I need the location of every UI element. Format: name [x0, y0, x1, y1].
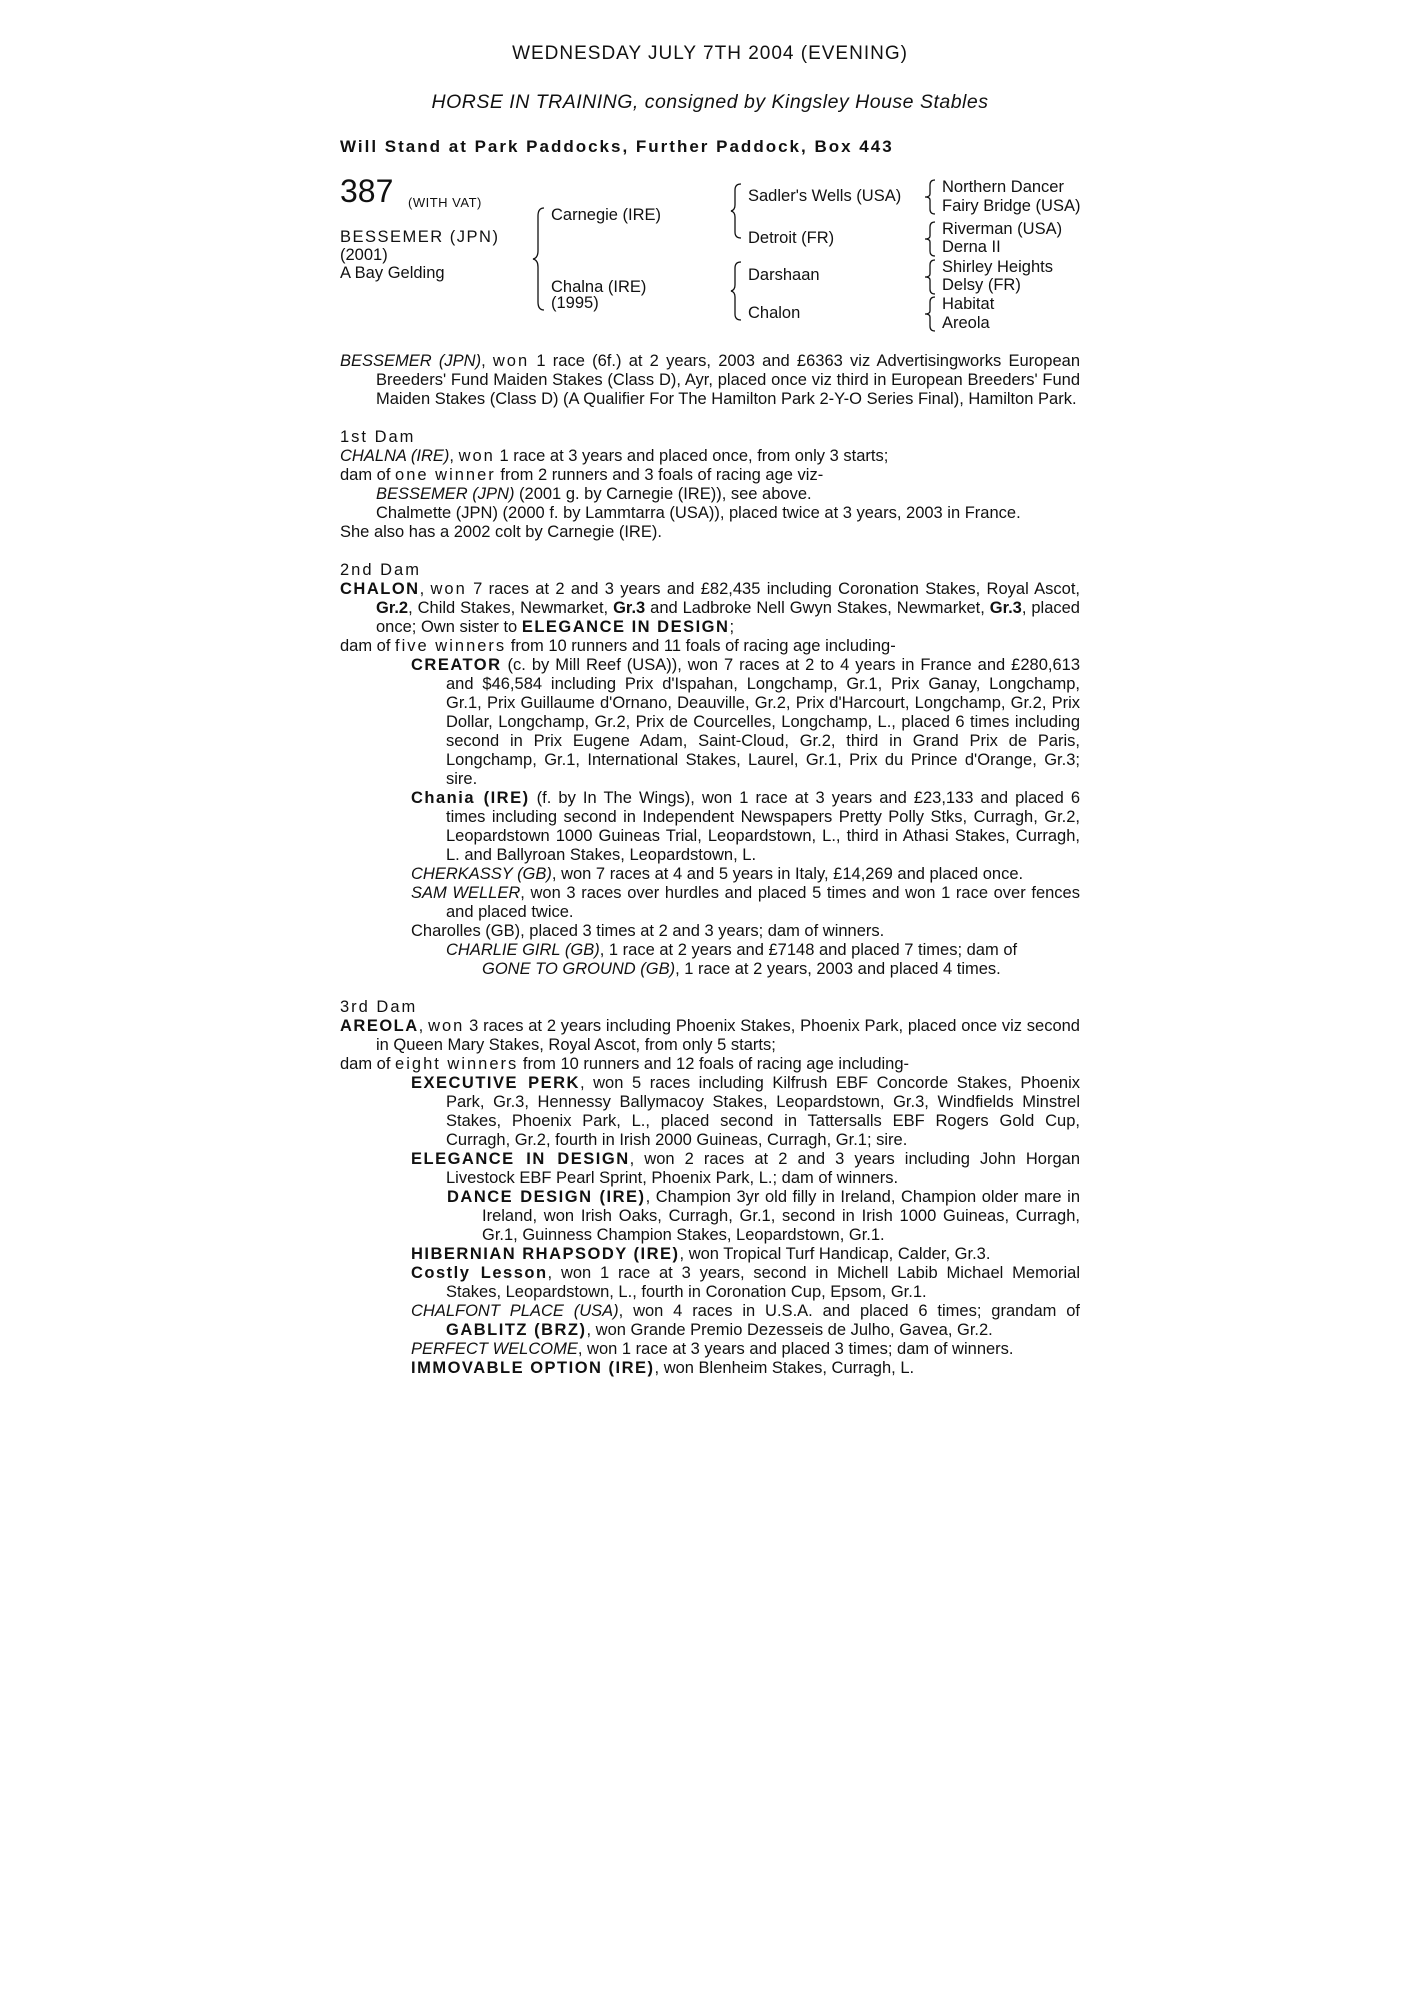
sale-date: WEDNESDAY JULY 7TH 2004 (EVENING): [512, 43, 908, 64]
dam-name: Chalna (IRE): [551, 278, 647, 296]
brace-icon: [532, 206, 548, 312]
produce-entry: EXECUTIVE PERK, won 5 races including Kilfrush EBF Concorde Stakes, Phoenix Park, Gr.3, Hennessy Ballymacoy Stakes, Leopardstown, Gr.3, Windfields Minstrel Stakes, Phoenix Park, L., placed second in Tattersalls EBF Rogers Gold Cup, Curragh, Gr.2, fourth in Irish 2000 Guineas, Curragh, Gr.1; sire.: [411, 1074, 1080, 1149]
horse-description: A Bay Gelding: [340, 264, 445, 282]
race-record-intro: BESSEMER (JPN), won 1 race (6f.) at 2 years, 2003 and £6363 viz Advertisingworks European Breeders' Fund Maiden Stakes (Class D), Ayr, placed once viz third in European Breeders' Fund Maiden Stakes (Class D) (A Qualifier For The Hamilton Park 2-Y-O Series Final), Hamilton Park.: [340, 352, 1080, 408]
dam-dam: Chalon: [748, 304, 801, 322]
brace-icon: [924, 220, 938, 258]
dam-year: (1995): [551, 294, 599, 312]
lot-number: 387: [340, 173, 394, 209]
produce-entry: Charolles (GB), placed 3 times at 2 and 3 years; dam of winners.: [411, 922, 885, 940]
horse-year: (2001): [340, 246, 388, 264]
brace-icon: [730, 260, 744, 322]
first-dam-produce-summary: dam of one winner from 2 runners and 3 foals of racing age viz-: [340, 466, 824, 484]
pedigree-block: [340, 173, 1100, 338]
first-dam-heading: 1st Dam: [340, 428, 416, 446]
sire-sire-sire: Northern Dancer: [942, 178, 1064, 196]
produce-entry: BESSEMER (JPN) (2001 g. by Carnegie (IRE)), see above.: [376, 485, 812, 503]
produce-entry: Chalmette (JPN) (2000 f. by Lammtarra (USA)), placed twice at 3 years, 2003 in France.: [376, 504, 1021, 522]
dam-dam-dam: Areola: [942, 314, 990, 332]
produce-entry: IMMOVABLE OPTION (IRE), won Blenheim Stakes, Curragh, L.: [411, 1359, 915, 1377]
sire-dam-dam: Derna II: [942, 238, 1001, 256]
second-dam-heading: 2nd Dam: [340, 561, 421, 579]
sire-sire: Sadler's Wells (USA): [748, 187, 902, 205]
horse-name: BESSEMER (JPN): [340, 228, 500, 246]
produce-entry: ELEGANCE IN DESIGN, won 2 races at 2 and 3 years including John Horgan Livestock EBF Pearl Sprint, Phoenix Park, L.; dam of winners.: [411, 1150, 1080, 1187]
brace-icon: [730, 182, 744, 240]
produce-entry: Chania (IRE) (f. by In The Wings), won 1 race at 3 years and £23,133 and placed 6 times including second in Independent Newspapers Pretty Polly Stks, Curragh, Gr.2, Leopardstown 1000 Guineas Trial, Leopardstown, L., third in Athasi Stakes, Curragh, L. and Ballyroan Stakes, Leopardstown, L.: [411, 789, 1081, 864]
produce-entry: SAM WELLER, won 3 races over hurdles and placed 5 times and won 1 race over fences and placed twice.: [411, 884, 1080, 921]
dam-sire: Darshaan: [748, 266, 820, 284]
dam-sire-dam: Delsy (FR): [942, 276, 1021, 294]
brace-icon: [924, 258, 938, 296]
sire-sire-dam: Fairy Bridge (USA): [942, 197, 1081, 215]
dam-dam-sire: Habitat: [942, 295, 995, 313]
sire-name: Carnegie (IRE): [551, 206, 662, 224]
produce-entry: GONE TO GROUND (GB), 1 race at 2 years, 2003 and placed 4 times.: [482, 960, 1001, 978]
vat-note: (WITH VAT): [408, 195, 482, 210]
dam-sire-sire: Shirley Heights: [942, 258, 1053, 276]
third-dam-record: AREOLA, won 3 races at 2 years including Phoenix Stakes, Phoenix Park, placed once viz second in Queen Mary Stakes, Royal Ascot, from only 5 starts;: [340, 1017, 1080, 1054]
third-dam-produce-summary: dam of eight winners from 10 runners and 12 foals of racing age including-: [340, 1055, 910, 1073]
produce-entry: HIBERNIAN RHAPSODY (IRE), won Tropical Turf Handicap, Calder, Gr.3.: [411, 1245, 991, 1263]
third-dam-heading: 3rd Dam: [340, 998, 418, 1016]
produce-entry: Costly Lesson, won 1 race at 3 years, second in Michell Labib Michael Memorial Stakes, Leopardstown, L., fourth in Coronation Cup, Epsom, Gr.1.: [411, 1264, 1080, 1301]
sire-dam-sire: Riverman (USA): [942, 220, 1063, 238]
second-dam-produce-summary: dam of five winners from 10 runners and 11 foals of racing age including-: [340, 637, 896, 655]
first-dam-note: She also has a 2002 colt by Carnegie (IRE).: [340, 523, 662, 541]
stand-location: Will Stand at Park Paddocks, Further Paddock, Box 443: [340, 137, 894, 156]
sire-dam: Detroit (FR): [748, 229, 835, 247]
pedigree-notes: [340, 352, 1080, 1378]
produce-entry: CHARLIE GIRL (GB), 1 race at 2 years and £7148 and placed 7 times; dam of: [446, 941, 1018, 959]
produce-entry: CHERKASSY (GB), won 7 races at 4 and 5 years in Italy, £14,269 and placed once.: [411, 865, 1024, 883]
consignment-line: HORSE IN TRAINING, consigned by Kingsley House Stables: [431, 91, 989, 113]
brace-icon: [924, 295, 938, 333]
brace-icon: [924, 178, 938, 216]
second-dam-record: CHALON, won 7 races at 2 and 3 years and £82,435 including Coronation Stakes, Royal Ascot, Gr.2, Child Stakes, Newmarket, Gr.3 and Ladbroke Nell Gwyn Stakes, Newmarket, Gr.3, placed once; Own sister to ELEGANCE IN DESIGN;: [340, 580, 1080, 636]
produce-entry: DANCE DESIGN (IRE), Champion 3yr old filly in Ireland, Champion older mare in Ireland, won Irish Oaks, Curragh, Gr.1, second in Irish 1000 Guineas, Curragh, Gr.1, Guinness Champion Stakes, Leopardstown, Gr.1.: [447, 1188, 1080, 1244]
produce-entry: CHALFONT PLACE (USA), won 4 races in U.S.A. and placed 6 times; grandam of GABLITZ (BRZ), won Grande Premio Dezesseis de Julho, Gavea, Gr.2.: [411, 1302, 1080, 1339]
first-dam-record: CHALNA (IRE), won 1 race at 3 years and placed once, from only 3 starts;: [340, 447, 889, 465]
produce-entry: CREATOR (c. by Mill Reef (USA)), won 7 races at 2 to 4 years in France and £280,613 and $46,584 including Prix d'Ispahan, Longchamp, Gr.1, Prix Ganay, Longchamp, Gr.1, Prix Guillaume d'Ornano, Deauville, Gr.2, Prix d'Harcourt, Longchamp, Gr.2, Prix Dollar, Longchamp, Gr.2, Prix de Courcelles, Longchamp, L., placed 6 times including second in Prix Eugene Adam, Saint-Cloud, Gr.2, third in Grand Prix de Paris, Longchamp, Gr.1, International Stakes, Laurel, Gr.1, Prix du Prince d'Orange, Gr.3; sire.: [411, 656, 1080, 788]
produce-entry: PERFECT WELCOME, won 1 race at 3 years and placed 3 times; dam of winners.: [411, 1340, 1014, 1358]
